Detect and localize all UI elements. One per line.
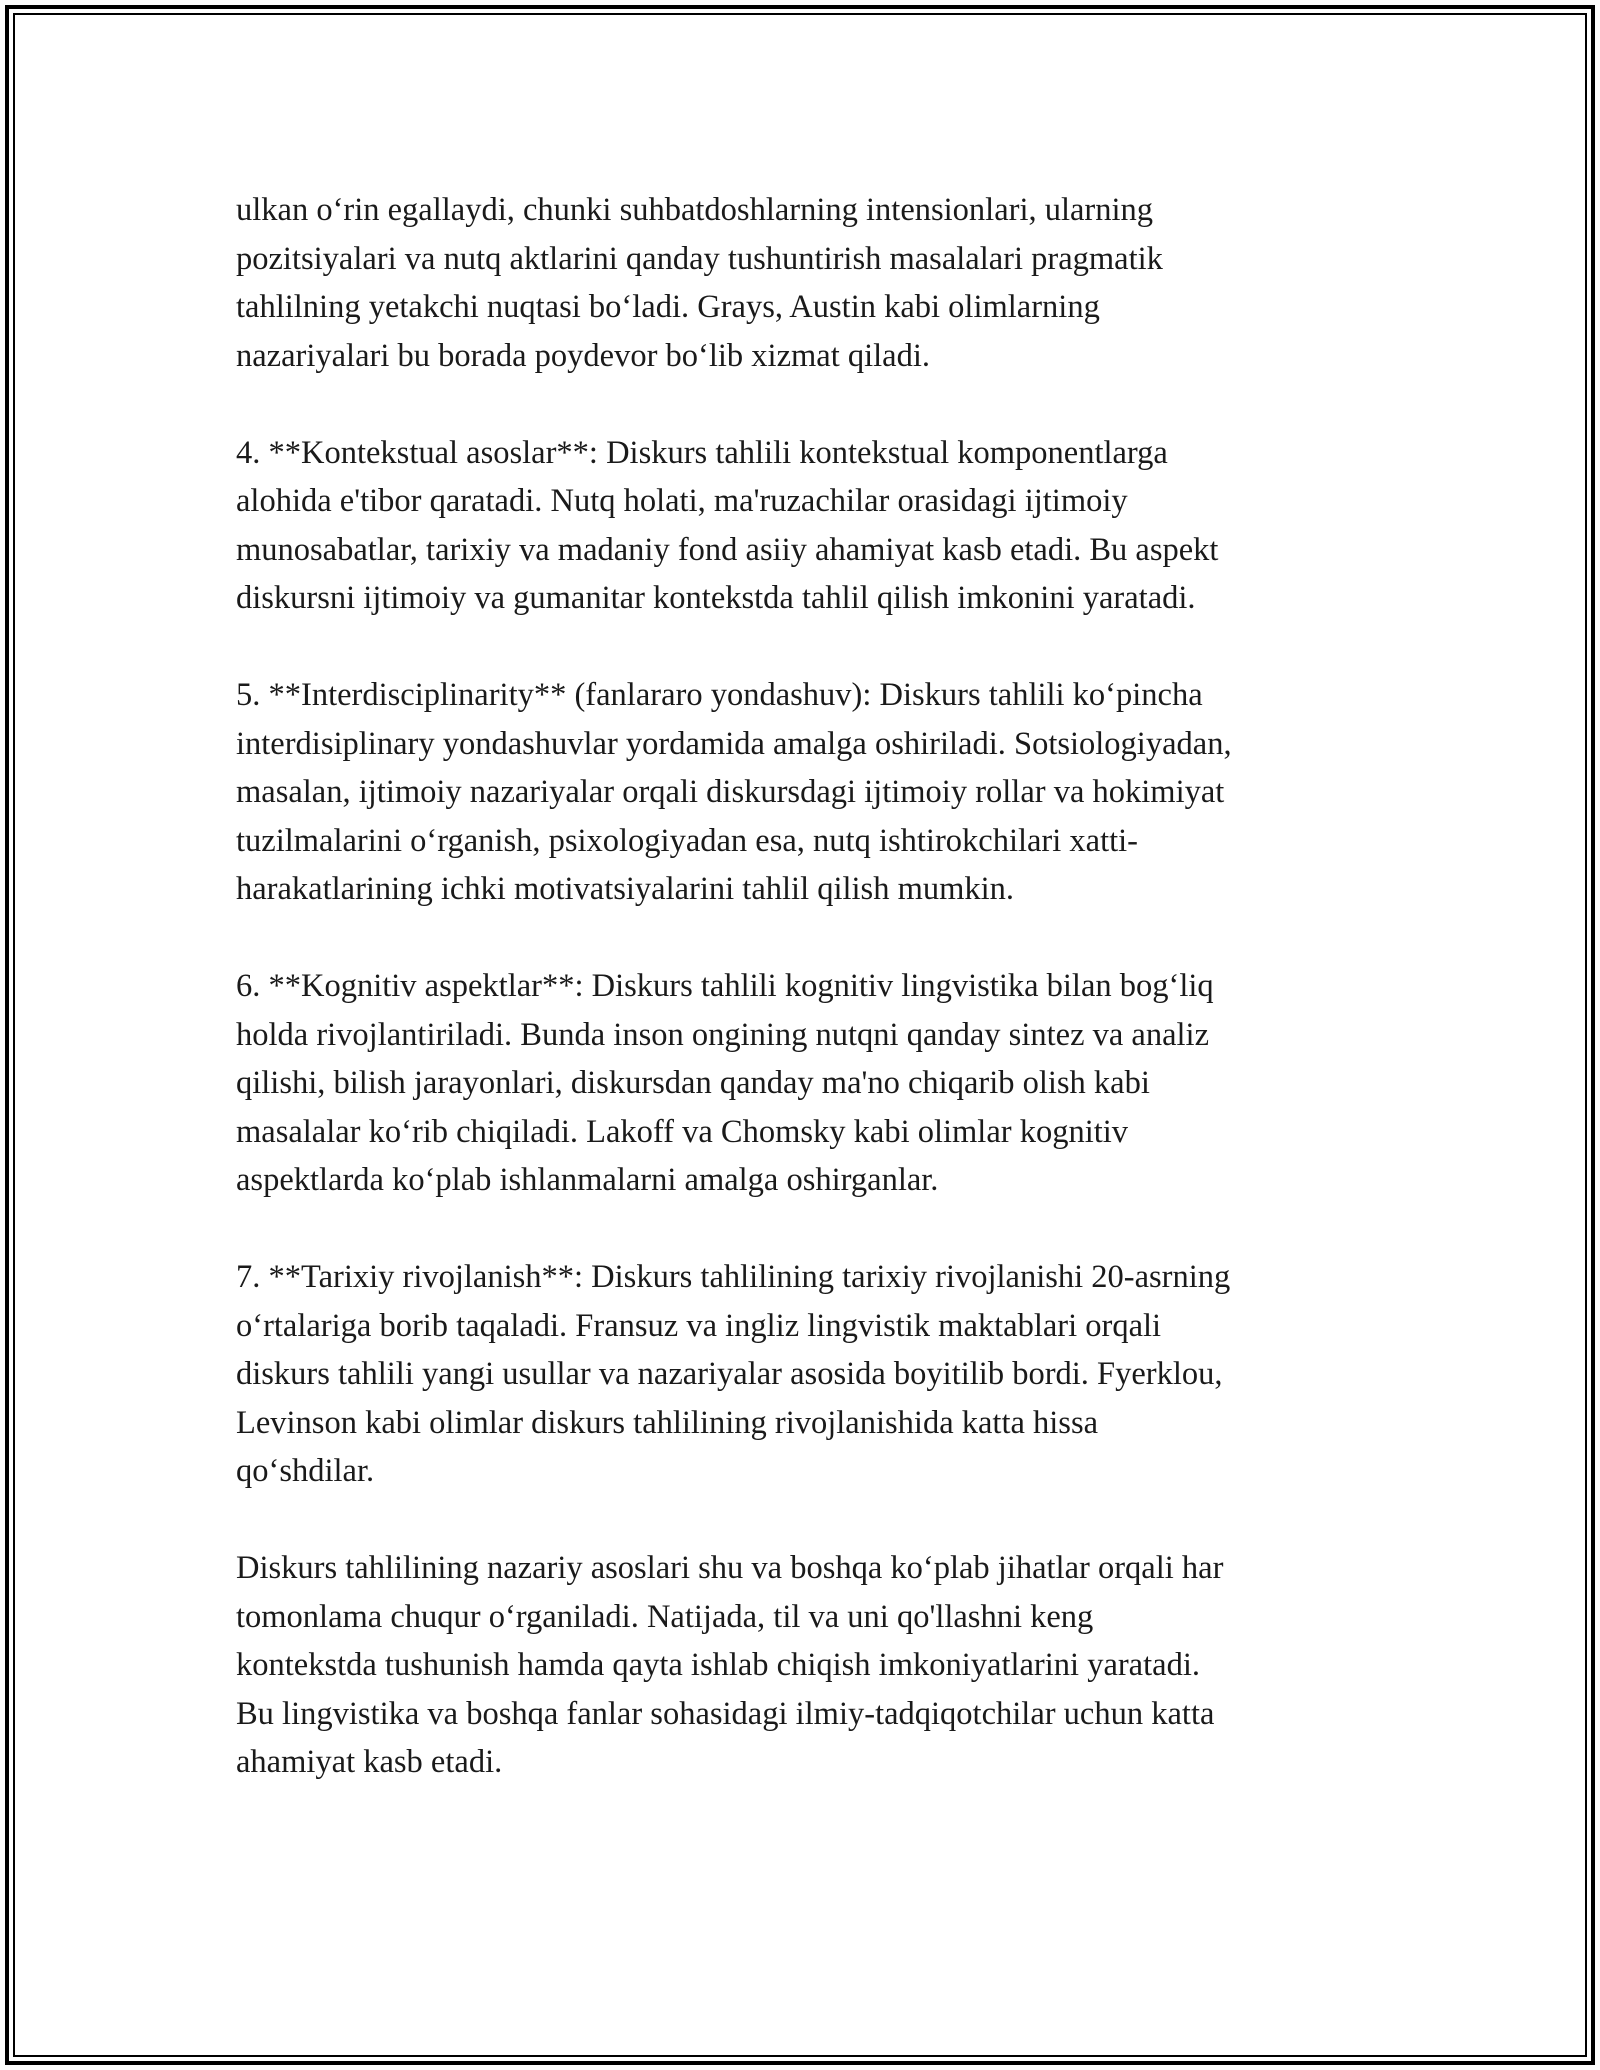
- paragraph-cognitive-aspects: 6. **Kognitiv aspektlar**: Diskurs tahlili kognitiv lingvistika bilan bog‘liq holda rivojlantiriladi. Bunda inson ongining nutqni qanday sintez va analiz qilishi, bilish jarayonlari, diskursdan qanday ma'no chiqarib olish kabi masalalar ko‘rib chiqiladi. Lakoff va Chomsky kabi olimlar kognitiv aspektlarda ko‘plab ishlanmalarni amalga oshirganlar.: [236, 968, 1214, 1198]
- paragraph-conclusion: Diskurs tahlilining nazariy asoslari shu va boshqa ko‘plab jihatlar orqali har tomonlama chuqur o‘rganiladi. Natijada, til va uni qo'llashni keng kontekstda tushunish hamda qayta ishlab chiqish imkoniyatlarini yaratadi. Bu lingvistika va boshqa fanlar sohasidagi ilmiy-tadqiqotchilar uchun katta ahamiyat kasb etadi.: [236, 1550, 1224, 1780]
- paragraph-historical-development: 7. **Tarixiy rivojlanish**: Diskurs tahlilining tarixiy rivojlanishi 20-asrning o‘rtalariga borib taqaladi. Fransuz va ingliz lingvistik maktablari orqali diskurs tahlili yangi usullar va nazariyalar asosida boyitilib bordi. Fyerklou, Levinson kabi olimlar diskurs tahlilining rivojlanishida katta hissa qo‘shdilar.: [236, 1259, 1231, 1489]
- paragraph-contextual-foundations: 4. **Kontekstual asoslar**: Diskurs tahlili kontekstual komponentlarga alohida e'tibor qaratadi. Nutq holati, ma'ruzachilar orasidagi ijtimoiy munosabatlar, tarixiy va madaniy fond asiiy ahamiyat kasb etadi. Bu aspekt diskursni ijtimoiy va gumanitar kontekstda tahlil qilish imkonini yaratadi.: [236, 434, 1219, 616]
- paragraph-pragmatics-continuation: ulkan o‘rin egallaydi, chunki suhbatdoshlarning intensionlari, ularning pozitsiyalari va nutq aktlarini qanday tushuntirish masalalari pragmatik tahlilning yetakchi nuqtasi bo‘ladi. Grays, Austin kabi olimlarning nazariyalari bu borada poydevor bo‘lib xizmat qiladi.: [236, 192, 1163, 374]
- paragraph-interdisciplinarity: 5. **Interdisciplinarity** (fanlararo yondashuv): Diskurs tahlili ko‘pincha interdisiplinary yondashuvlar yordamida amalga oshiriladi. Sotsiologiyadan, masalan, ijtimoiy nazariyalar orqali diskursdagi ijtimoiy rollar va hokimiyat tuzilmalarini o‘rganish, psixologiyadan esa, nutq ishtirokchilari xatti- harakatlarining ichki motivatsiyalarini tahlil qilish mumkin.: [236, 677, 1232, 907]
- document-body: [236, 186, 1376, 1787]
